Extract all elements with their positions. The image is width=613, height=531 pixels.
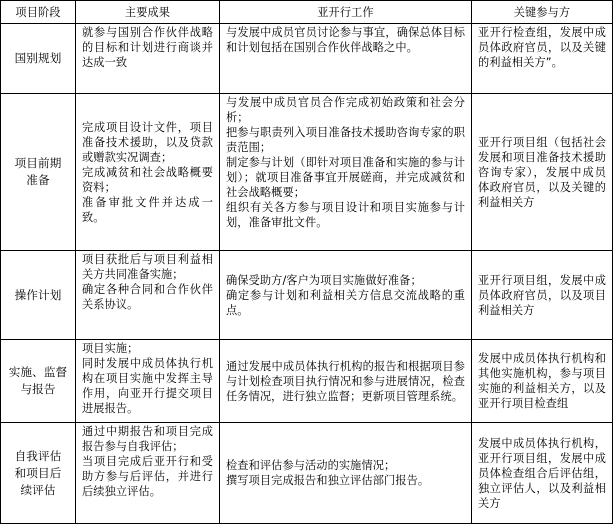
stage-cell [1,24,76,94]
results-cell [76,340,220,423]
adb-work-line: 与发展中成员官员合作完成初始政策和社会分析； [226,96,465,124]
results-line: 通过中期报告和项目完成报告参与自我评估； [82,425,213,453]
adb-work-line: 制定参与计划（即针对项目准备和实施的参与计划）；就项目准备事宜开展磋商，并完成减贫和社会战略概要； [226,156,465,199]
table-row [1,340,613,423]
participants-line: 发展中成员体执行机构，亚开行项目组，发展中成员体检查组合后评估组，独立评估人，以及利益相关方 [478,436,606,510]
participants-line: 亚开行项目组，发展中成员体政府官员，以及项目利益相关方 [478,273,606,317]
participants-line: 亚开行检查组，发展中成员体政府官员，以及关键的利益相关方”。 [478,26,606,69]
header-results: 主要成果 [76,1,220,24]
adb-work-line: 检查和评估参与活动的实施情况； [226,459,396,472]
results-line: 项目实施； [82,342,139,355]
adb-work-line: 确定参与计划和利益相关方信息交流战略的重点。 [226,288,465,317]
participants-cell [472,24,613,94]
adb-work-line: 与发展中成员官员讨论参与事宜，确保总体目标和计划包括在国别合作伙伴战略之中。 [226,26,465,54]
header-adb-work: 亚开行工作 [220,1,472,24]
stage-line: 和项目后 [14,465,62,480]
table-header-row [1,1,613,24]
adb-work-line: 确保受助方/客户为项目实施做好准备； [226,273,422,287]
stage-line: 实施、监督 [8,365,68,379]
results-line: 同时发展中成员体执行机构在项目实施中发挥主导作用，向亚开行提交项目进展报告。 [82,357,213,415]
adb-work-cell [220,340,472,423]
table-row [1,251,613,340]
adb-work-cell [220,24,472,94]
results-line: 准备审批文件并达成一致。 [82,195,213,224]
results-line: 项目获批后与项目利益相关方共同准备实施； [82,253,213,281]
adb-work-line: 通过发展中成员体执行机构的报告和根据项目参与计划检查项目执行情况和参与进展情况，检查任务情况，进行独立监督；更新项目管理系统。 [226,359,465,403]
adb-work-cell [220,251,472,340]
adb-work-line: 组织有关各方参与项目设计和项目实施参与计划，准备审批文件。 [226,201,465,229]
participants-cell [472,340,613,423]
results-line: 完成项目设计文件，项目准备技术援助，以及贷款或赠款实况调查； [82,120,213,164]
participants-cell [472,251,613,340]
header-stage: 项目阶段 [1,1,76,24]
adb-work-line: 撰写项目完成报告和独立评估部门报告。 [226,474,430,487]
results-cell [76,24,220,94]
stage-cell [1,340,76,423]
stage-line: 续评估 [20,482,56,497]
results-cell [76,94,220,251]
participants-cell [472,94,613,251]
stage-cell [1,94,76,251]
stage-line: 与报告 [20,382,56,396]
table-row [1,94,613,251]
stage-line: 自我评估 [14,448,62,463]
stage-line: 项目前期 [14,156,62,170]
stage-line: 准备 [26,173,50,187]
stage-cell [1,251,76,340]
stage-line: 操作计划 [14,287,62,302]
results-cell [76,423,220,524]
stage-cell [1,423,76,524]
adb-work-cell [220,94,472,251]
results-line: 就参与国别合作伙伴战略的目标和计划进行商谈并达成一致 [82,26,213,69]
adb-work-line: 把参与职责列入项目准备技术援助咨询专家的职责范围； [226,126,465,154]
participants-cell [472,423,613,524]
header-participants: 关键参与方 [472,1,613,24]
participants-line: 亚开行项目组（包括社会发展和项目准备技术援助咨询专家），发展中成员体政府官员，以及关键的利益相关方 [478,135,606,209]
table-row [1,423,613,524]
participants-line: 发展中成员体执行机构和其他实施机构，参与项目实施的利益相关方，以及亚开行项目检查组 [478,352,606,410]
results-line: 当项目完成后亚开行和受助方参与后评估，并进行后续独立评估。 [82,455,213,498]
results-line: 确定各种合同和合作伙伴关系协议。 [82,283,213,311]
adb-work-cell [220,423,472,524]
table-row [1,24,613,94]
results-cell [76,251,220,340]
results-line: 完成减贫和社会战略概要资料； [82,165,213,194]
stage-line: 国别规划 [14,51,62,65]
